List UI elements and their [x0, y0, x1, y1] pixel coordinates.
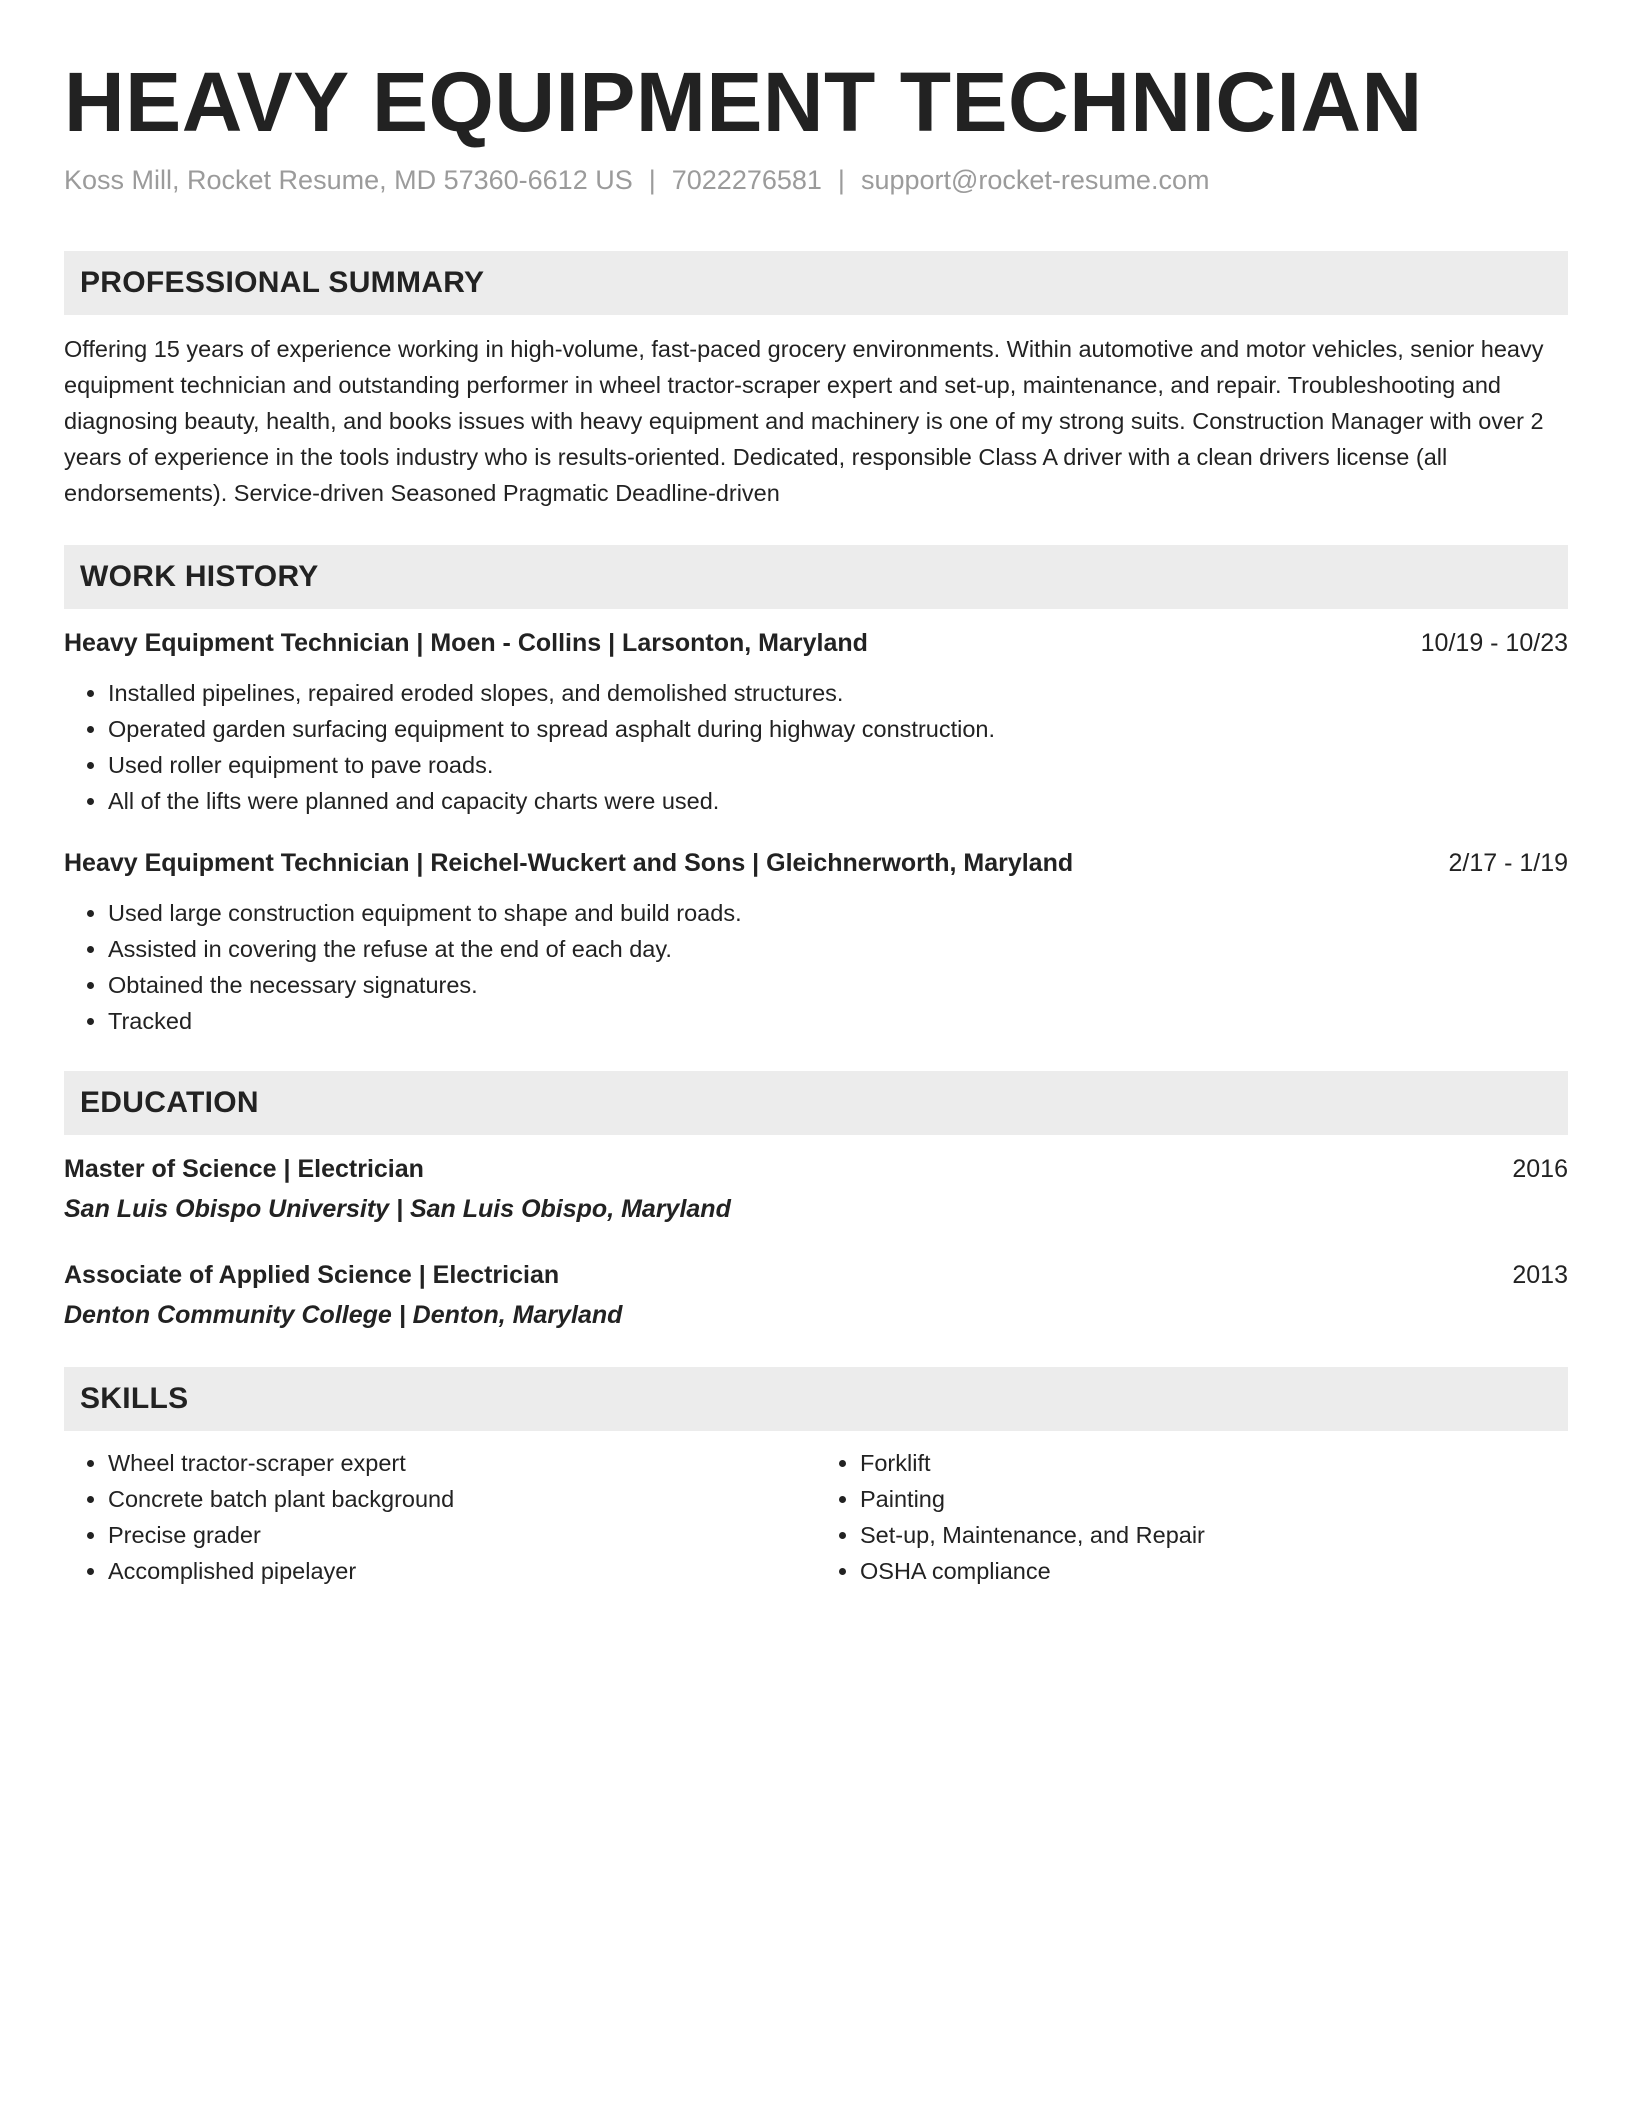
job-title: Heavy Equipment Technician | Moen - Collins | Larsonton, Maryland: [64, 629, 868, 657]
education-school: San Luis Obispo University | San Luis Obispo, Maryland: [64, 1195, 731, 1223]
education-year: 2013: [1512, 1261, 1568, 1289]
education-entry: [64, 1257, 1568, 1333]
skill-item: • Set-up, Maintenance, and Repair: [860, 1517, 1568, 1553]
skill-item: • Accomplished pipelayer: [108, 1553, 816, 1589]
job-dates: 10/19 - 10/23: [1420, 629, 1568, 657]
skill-item: • Forklift: [860, 1445, 1568, 1481]
skills-column-right: [816, 1445, 1568, 1589]
section-heading-education: [64, 1071, 1568, 1135]
job-entry: [64, 625, 1568, 819]
education-header: [64, 1257, 1568, 1293]
contact-address: Koss Mill, Rocket Resume, MD 57360-6612 US: [64, 165, 633, 195]
education-degree: Master of Science | Electrician: [64, 1155, 424, 1183]
education-school: Denton Community College | Denton, Maryland: [64, 1301, 623, 1329]
job-bullet: • All of the lifts were planned and capacity charts were used.: [108, 783, 1568, 819]
contact-line: [64, 162, 1568, 198]
skills-list: [64, 1445, 1568, 1589]
section-heading-text: EDUCATION: [80, 1086, 259, 1119]
job-bullet: • Obtained the necessary signatures.: [108, 967, 1568, 1003]
contact-separator: |: [648, 165, 656, 195]
section-heading-text: WORK HISTORY: [80, 560, 319, 593]
job-header: [64, 845, 1568, 881]
job-bullet: • Used roller equipment to pave roads.: [108, 747, 1568, 783]
summary-paragraph: Offering 15 years of experience working in high-volume, fast-paced grocery environments. Within automotive and motor vehicles, senior heavy equipment technician and outstanding performer in wheel tractor-scraper expert and set-up, maintenance, and repair. Troubleshooting and diagnosing beauty, health, and books issues with heavy equipment and machinery is one of my strong suits. Construction Manager with over 2 years of experience in the tools industry who is results-oriented. Dedicated, responsible Class A driver with a clean drivers license (all endorsements). Service-driven Seasoned Pragmatic Deadline-driven: [64, 336, 1544, 506]
job-dates: 2/17 - 1/19: [1448, 849, 1568, 877]
contact-separator: |: [837, 165, 845, 195]
section-heading-skills: [64, 1367, 1568, 1431]
job-bullet: • Operated garden surfacing equipment to spread asphalt during highway construction.: [108, 711, 1568, 747]
job-bullet: • Tracked: [108, 1003, 1568, 1039]
section-heading-summary: [64, 251, 1568, 315]
job-bullets: [64, 675, 1568, 819]
candidate-title: HEAVY EQUIPMENT TECHNICIAN: [64, 55, 1423, 149]
education-entry: [64, 1151, 1568, 1227]
section-heading-text: SKILLS: [80, 1382, 189, 1415]
skill-item: • Concrete batch plant background: [108, 1481, 816, 1517]
section-heading-work-history: [64, 545, 1568, 609]
job-bullet: • Installed pipelines, repaired eroded slopes, and demolished structures.: [108, 675, 1568, 711]
section-heading-text: PROFESSIONAL SUMMARY: [80, 266, 485, 299]
job-bullets: [64, 895, 1568, 1039]
job-title: Heavy Equipment Technician | Reichel-Wuckert and Sons | Gleichnerworth, Maryland: [64, 849, 1074, 877]
job-bullet: • Used large construction equipment to shape and build roads.: [108, 895, 1568, 931]
contact-email: support@rocket-resume.com: [860, 165, 1210, 195]
skill-item: • Wheel tractor-scraper expert: [108, 1445, 816, 1481]
skill-item: • OSHA compliance: [860, 1553, 1568, 1589]
skills-column-left: [64, 1445, 816, 1589]
skill-item: • Precise grader: [108, 1517, 816, 1553]
job-entry: [64, 845, 1568, 1039]
education-header: [64, 1151, 1568, 1187]
education-year: 2016: [1512, 1155, 1568, 1183]
education-degree: Associate of Applied Science | Electrician: [64, 1261, 560, 1289]
job-bullet: • Assisted in covering the refuse at the end of each day.: [108, 931, 1568, 967]
job-header: [64, 625, 1568, 661]
skill-item: • Painting: [860, 1481, 1568, 1517]
contact-phone: 7022276581: [671, 165, 822, 195]
